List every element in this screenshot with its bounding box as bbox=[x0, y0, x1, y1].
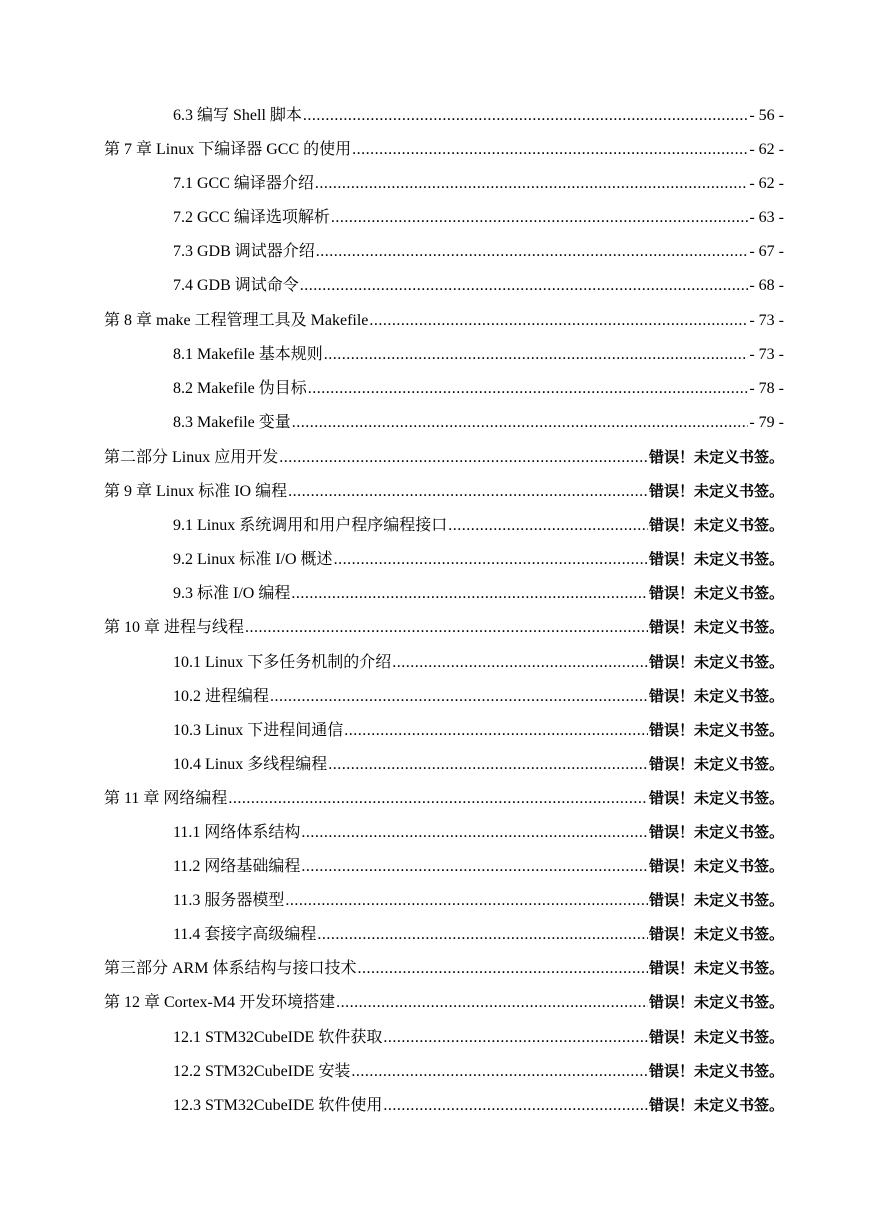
toc-subentry[interactable] bbox=[104, 713, 784, 747]
toc-entry-label: 第 12 章 Cortex-M4 开发环境搭建 bbox=[104, 994, 336, 1012]
toc-leader-dots bbox=[334, 543, 648, 577]
toc-leader-dots bbox=[331, 201, 748, 235]
toc-subentry[interactable] bbox=[104, 372, 784, 406]
toc-page-number: 错误！未定义书签。 bbox=[648, 925, 784, 944]
table-of-contents bbox=[104, 99, 784, 1122]
toc-leader-dots bbox=[448, 509, 648, 543]
toc-entry[interactable] bbox=[104, 474, 784, 508]
toc-leader-dots bbox=[308, 372, 749, 406]
toc-entry-label: 12.1 STM32CubeIDE 软件获取 bbox=[173, 1028, 383, 1046]
toc-leader-dots bbox=[303, 99, 748, 133]
toc-entry-label: 8.1 Makefile 基本规则 bbox=[173, 345, 323, 363]
toc-leader-dots bbox=[357, 952, 648, 986]
toc-page-number: 错误！未定义书签。 bbox=[648, 959, 784, 978]
toc-page-number: - 73 - bbox=[749, 345, 784, 363]
toc-leader-dots bbox=[392, 646, 648, 680]
toc-leader-dots bbox=[352, 133, 748, 167]
toc-subentry[interactable] bbox=[104, 406, 784, 440]
toc-subentry[interactable] bbox=[104, 235, 784, 269]
toc-subentry[interactable] bbox=[104, 645, 784, 679]
toc-subentry[interactable] bbox=[104, 576, 784, 610]
toc-entry[interactable] bbox=[104, 133, 784, 167]
toc-entry[interactable] bbox=[104, 781, 784, 815]
toc-subentry[interactable] bbox=[104, 1054, 784, 1088]
toc-subentry[interactable] bbox=[104, 338, 784, 372]
toc-page-number: 错误！未定义书签。 bbox=[648, 857, 784, 876]
toc-entry-label: 第二部分 Linux 应用开发 bbox=[104, 448, 279, 466]
toc-leader-dots bbox=[301, 850, 648, 884]
toc-page-number: 错误！未定义书签。 bbox=[648, 1061, 784, 1080]
toc-page-number: 错误！未定义书签。 bbox=[648, 891, 784, 910]
toc-page-number: 错误！未定义书签。 bbox=[648, 482, 784, 501]
toc-entry[interactable] bbox=[104, 610, 784, 644]
toc-leader-dots bbox=[301, 816, 648, 850]
toc-entry-label: 7.1 GCC 编译器介绍 bbox=[173, 175, 314, 193]
toc-entry-label: 第三部分 ARM 体系结构与接口技术 bbox=[104, 960, 357, 978]
toc-leader-dots bbox=[317, 918, 648, 952]
toc-page-number: 错误！未定义书签。 bbox=[648, 652, 784, 671]
toc-leader-dots bbox=[279, 441, 648, 475]
toc-subentry[interactable] bbox=[104, 849, 784, 883]
toc-page-number: 错误！未定义书签。 bbox=[648, 447, 784, 466]
toc-page-number: - 68 - bbox=[749, 277, 784, 295]
toc-entry[interactable] bbox=[104, 985, 784, 1019]
toc-leader-dots bbox=[351, 1055, 648, 1089]
toc-entry-label: 8.3 Makefile 变量 bbox=[173, 413, 291, 431]
toc-leader-dots bbox=[300, 269, 749, 303]
toc-leader-dots bbox=[383, 1089, 648, 1123]
toc-leader-dots bbox=[369, 304, 748, 338]
toc-subentry[interactable] bbox=[104, 201, 784, 235]
toc-leader-dots bbox=[315, 167, 748, 201]
toc-entry-label: 10.1 Linux 下多任务机制的介绍 bbox=[173, 653, 392, 671]
toc-entry-label: 7.2 GCC 编译选项解析 bbox=[173, 209, 330, 227]
toc-entry-label: 7.4 GDB 调试命令 bbox=[173, 277, 299, 295]
toc-page-number: 错误！未定义书签。 bbox=[648, 686, 784, 705]
toc-entry-label: 11.2 网络基础编程 bbox=[173, 858, 301, 876]
toc-leader-dots bbox=[344, 714, 648, 748]
toc-page-number: - 62 - bbox=[749, 141, 784, 159]
toc-subentry[interactable] bbox=[104, 679, 784, 713]
toc-entry-label: 10.2 进程编程 bbox=[173, 687, 270, 705]
toc-entry[interactable] bbox=[104, 951, 784, 985]
toc-entry-label: 11.3 服务器模型 bbox=[173, 892, 285, 910]
toc-page-number: - 67 - bbox=[749, 243, 784, 261]
toc-subentry[interactable] bbox=[104, 99, 784, 133]
toc-page-number: - 79 - bbox=[749, 413, 784, 431]
toc-leader-dots bbox=[316, 235, 749, 269]
toc-entry-label: 10.4 Linux 多线程编程 bbox=[173, 755, 328, 773]
toc-page-number: 错误！未定义书签。 bbox=[648, 754, 784, 773]
toc-entry-label: 9.1 Linux 系统调用和用户程序编程接口 bbox=[173, 517, 448, 535]
toc-subentry[interactable] bbox=[104, 917, 784, 951]
toc-leader-dots bbox=[288, 475, 648, 509]
toc-entry[interactable] bbox=[104, 304, 784, 338]
toc-leader-dots bbox=[383, 1021, 648, 1055]
toc-entry-label: 9.2 Linux 标准 I/O 概述 bbox=[173, 551, 333, 569]
toc-page-number: 错误！未定义书签。 bbox=[648, 550, 784, 569]
toc-subentry[interactable] bbox=[104, 167, 784, 201]
toc-page-number: - 73 - bbox=[749, 311, 784, 329]
toc-page-number: 错误！未定义书签。 bbox=[648, 822, 784, 841]
toc-leader-dots bbox=[328, 748, 648, 782]
toc-page-number: 错误！未定义书签。 bbox=[648, 1027, 784, 1046]
toc-subentry[interactable] bbox=[104, 542, 784, 576]
toc-entry-label: 12.2 STM32CubeIDE 安装 bbox=[173, 1062, 351, 1080]
toc-leader-dots bbox=[292, 406, 749, 440]
toc-entry-label: 7.3 GDB 调试器介绍 bbox=[173, 243, 315, 261]
toc-leader-dots bbox=[291, 577, 648, 611]
toc-leader-dots bbox=[285, 884, 648, 918]
toc-entry-label: 6.3 编写 Shell 脚本 bbox=[173, 107, 302, 124]
toc-page-number: - 63 - bbox=[749, 209, 784, 227]
toc-subentry[interactable] bbox=[104, 269, 784, 303]
toc-entry-label: 第 8 章 make 工程管理工具及 Makefile bbox=[104, 311, 369, 329]
toc-page-number: 错误！未定义书签。 bbox=[648, 618, 784, 637]
toc-entry-label: 8.2 Makefile 伪目标 bbox=[173, 379, 307, 397]
toc-page-number: - 78 - bbox=[749, 379, 784, 397]
toc-subentry[interactable] bbox=[104, 1020, 784, 1054]
toc-page-number: - 56 - bbox=[749, 107, 784, 124]
toc-leader-dots bbox=[270, 680, 648, 714]
toc-page-number: 错误！未定义书签。 bbox=[648, 584, 784, 603]
toc-leader-dots bbox=[245, 611, 648, 645]
toc-page-number: 错误！未定义书签。 bbox=[648, 993, 784, 1012]
toc-entry-label: 10.3 Linux 下进程间通信 bbox=[173, 721, 344, 739]
toc-subentry[interactable] bbox=[104, 508, 784, 542]
toc-entry-label: 第 11 章 网络编程 bbox=[104, 789, 228, 807]
toc-entry-label: 12.3 STM32CubeIDE 软件使用 bbox=[173, 1096, 383, 1114]
toc-entry-label: 第 7 章 Linux 下编译器 GCC 的使用 bbox=[104, 141, 352, 159]
toc-page-number: - 62 - bbox=[749, 175, 784, 193]
toc-entry-label: 第 9 章 Linux 标准 IO 编程 bbox=[104, 483, 288, 501]
toc-entry-label: 11.1 网络体系结构 bbox=[173, 823, 301, 841]
toc-subentry[interactable] bbox=[104, 747, 784, 781]
toc-entry-label: 11.4 套接字高级编程 bbox=[173, 926, 317, 944]
toc-subentry[interactable] bbox=[104, 883, 784, 917]
toc-entry[interactable] bbox=[104, 440, 784, 474]
toc-leader-dots bbox=[228, 782, 648, 816]
toc-entry-label: 9.3 标准 I/O 编程 bbox=[173, 585, 291, 603]
toc-leader-dots bbox=[336, 986, 648, 1020]
toc-page-number: 错误！未定义书签。 bbox=[648, 516, 784, 535]
toc-page-number: 错误！未定义书签。 bbox=[648, 788, 784, 807]
toc-subentry[interactable] bbox=[104, 815, 784, 849]
toc-leader-dots bbox=[324, 338, 749, 372]
toc-entry-label: 第 10 章 进程与线程 bbox=[104, 619, 245, 637]
toc-subentry[interactable] bbox=[104, 1088, 784, 1122]
toc-page-number: 错误！未定义书签。 bbox=[648, 720, 784, 739]
toc-page-number: 错误！未定义书签。 bbox=[648, 1095, 784, 1114]
